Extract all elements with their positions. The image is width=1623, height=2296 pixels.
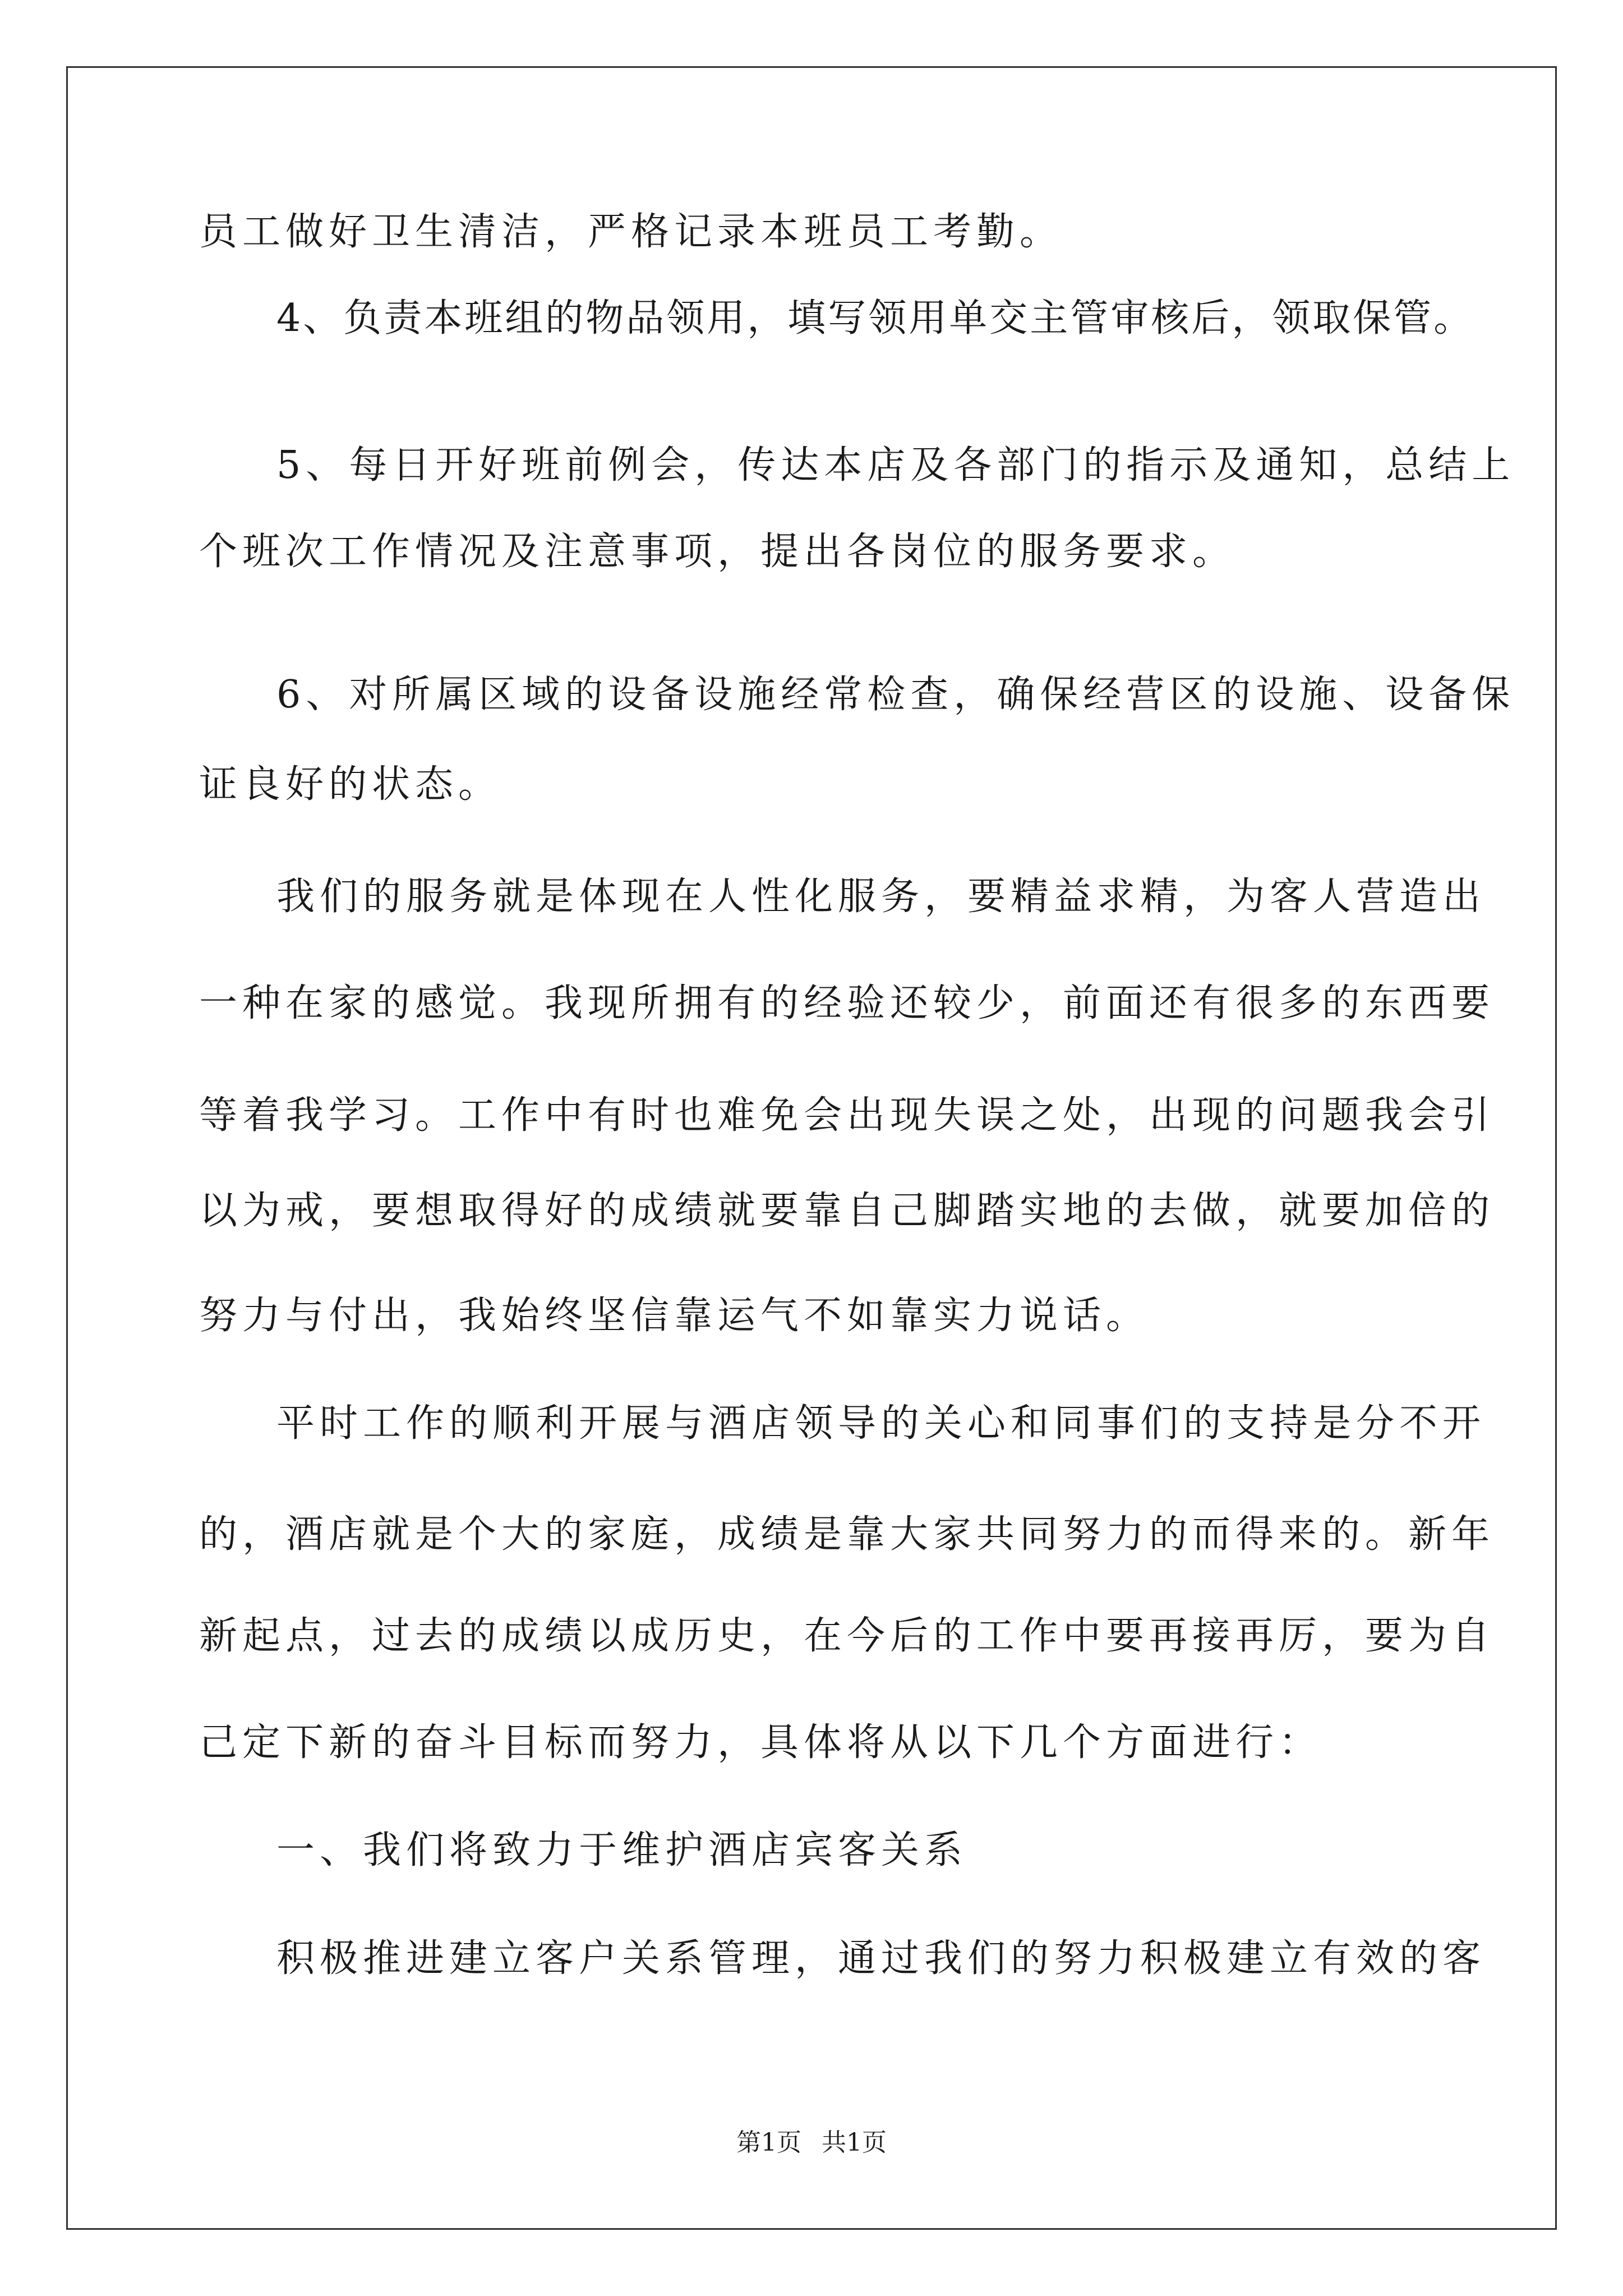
- text-line: 我们的服务就是体现在人性化服务，要精益求精，为客人营造出: [276, 875, 1486, 919]
- text-line: 己定下新的奋斗目标而努力，具体将从以下几个方面进行：: [199, 1720, 1322, 1765]
- page-number: 第1页: [736, 2128, 801, 2157]
- page-frame: [66, 66, 1557, 2230]
- text-line: 6、对所属区域的设备设施经常检查，确保经营区的设施、设备保: [276, 673, 1515, 717]
- text-line: 等着我学习。工作中有时也难免会出现失误之处，出现的问题我会引: [199, 1093, 1495, 1138]
- text-line: 个班次工作情况及注意事项，提出各岗位的服务要求。: [199, 530, 1236, 574]
- page-total: 共1页: [822, 2128, 887, 2157]
- text-line: 新起点，过去的成绩以成历史，在今后的工作中要再接再厉，要为自: [199, 1614, 1495, 1658]
- text-line: 5、每日开好班前例会，传达本店及各部门的指示及通知，总结上: [276, 443, 1515, 487]
- text-line: 4、负责本班组的物品领用，填写领用单交主管审核后，领取保管。: [276, 296, 1474, 341]
- text-line: 一种在家的感觉。我现所拥有的经验还较少，前面还有很多的东西要: [199, 981, 1495, 1025]
- text-line: 的，酒店就是个大的家庭，成绩是靠大家共同努力的而得来的。新年: [199, 1512, 1495, 1557]
- text-line: 积极推进建立客户关系管理，通过我们的努力积极建立有效的客: [276, 1936, 1486, 1981]
- text-line: 证良好的状态。: [199, 762, 502, 807]
- text-line: 员工做好卫生清洁，严格记录本班员工考勤。: [199, 210, 1063, 254]
- text-line: 平时工作的顺利开展与酒店领导的关心和同事们的支持是分不开: [276, 1401, 1486, 1446]
- text-line: 努力与付出，我始终坚信靠运气不如靠实力说话。: [199, 1294, 1150, 1338]
- page-footer: [0, 2129, 1623, 2157]
- text-line: 一、我们将致力于维护酒店宾客关系: [276, 1828, 968, 1872]
- text-line: 以为戒，要想取得好的成绩就要靠自己脚踏实地的去做，就要加倍的: [199, 1189, 1495, 1233]
